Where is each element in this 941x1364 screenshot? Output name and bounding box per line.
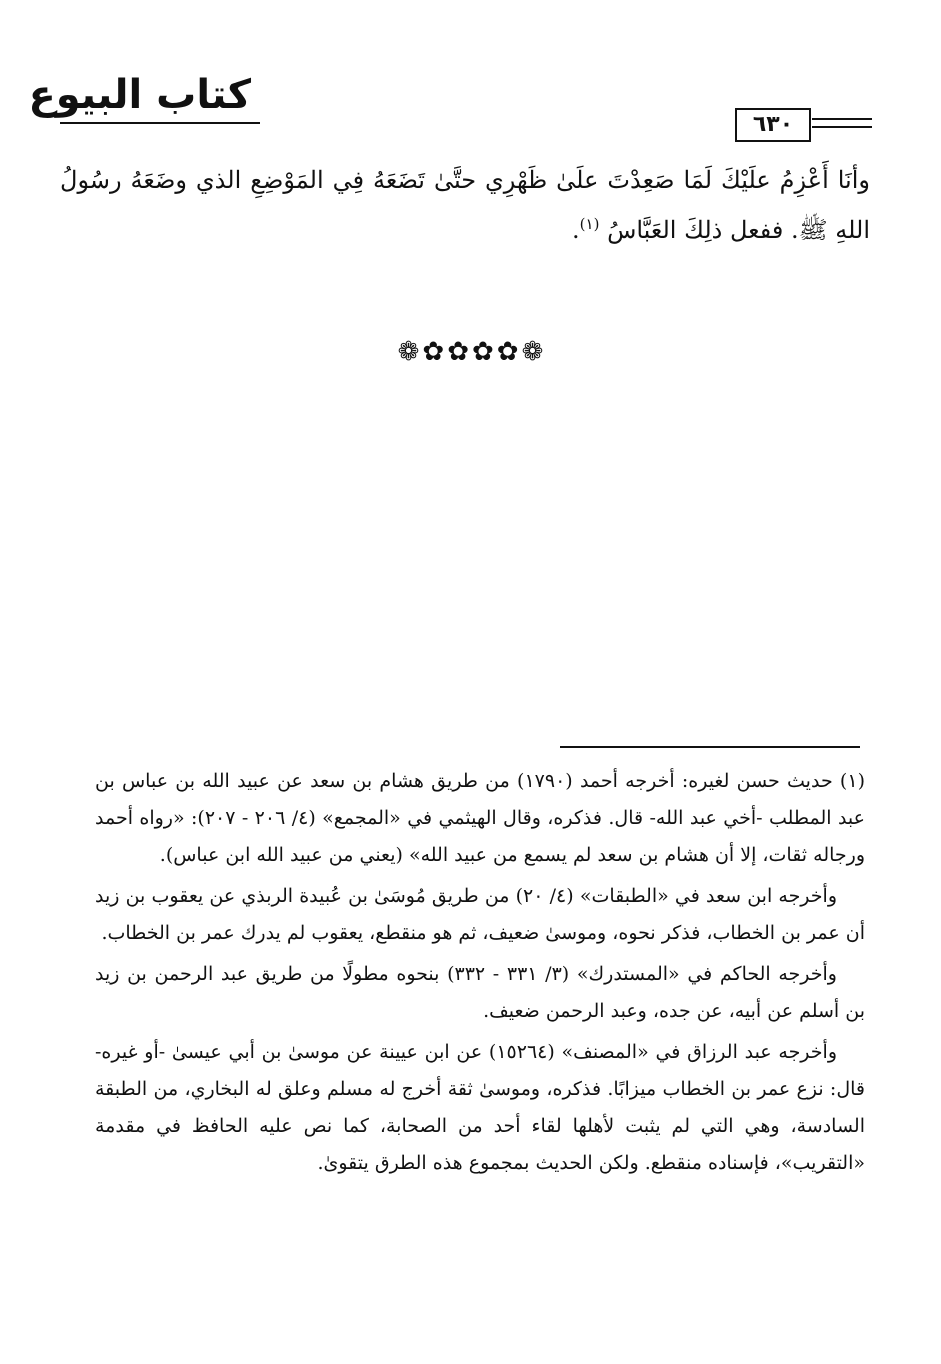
- main-paragraph-end: .: [572, 216, 580, 244]
- running-title: كتاب البيوع: [28, 72, 251, 118]
- section-ornament: [398, 336, 543, 368]
- ornament-rosette-icon: ✿: [472, 337, 494, 367]
- page-number: ٦٣٠: [735, 108, 811, 142]
- footnote-paragraph: وأخرجه الحاكم في «المستدرك» (٣/ ٣٣١ - ٣٣٢) بنحوه مطولًا من طريق عبد الرحمن بن زيد بن أسلم عن أبيه، عن جده، وعبد الرحمن ضعيف.: [95, 963, 865, 1022]
- footnotes: [95, 763, 865, 1186]
- main-text: [60, 155, 870, 255]
- footnote-separator: [560, 746, 860, 748]
- footnote-1: (١) حديث حسن لغيره: أخرجه أحمد (١٧٩٠) من طريق هشام بن سعد عن عبيد الله بن عباس بن عبد المطلب -أخي عبد الله- قال. فذكره، وقال الهيثمي في «المجمع» (٤/ ٢٠٦ - ٢٠٧): «رواه أحمد ورجاله ثقات، إلا أن هشام بن سعد لم يسمع من عبيد الله» (يعني من عبيد الله ابن عباس).: [95, 770, 866, 866]
- footnote-reference: (١): [579, 215, 600, 233]
- header-rule-left: [60, 122, 260, 124]
- ornament-flourish-icon: ❁: [521, 337, 544, 367]
- main-paragraph-text: وأنَا أَعْزِمُ علَيْكَ لَمَا صَعِدْتَ علَىٰ ظَهْرِي حتَّىٰ تَضَعَهُ فِي المَوْضِعِ الذي وضَعَهُ رسُولُ اللهِ ﷺ. ففعل ذلِكَ العَبَّاسُ: [60, 166, 870, 244]
- header-rule-right-top: [812, 118, 872, 120]
- header-rule-right-bottom: [812, 126, 872, 128]
- ornament-rosette-icon: ✿: [422, 337, 445, 367]
- main-paragraph: [60, 155, 870, 255]
- ornament-flourish-icon: ❁: [397, 337, 420, 367]
- ornament-rosette-icon: ✿: [496, 337, 519, 367]
- footnote-paragraph: وأخرجه ابن سعد في «الطبقات» (٤/ ٢٠) من طريق مُوسَىٰ بن عُبيدة الربذي عن يعقوب بن زيد أن عمر بن الخطاب، فذكر نحوه، وموسىٰ ضعيف، ثم هو منقطع، يعقوب لم يدرك عمر بن الخطاب.: [95, 885, 865, 944]
- footnote-paragraph: وأخرجه عبد الرزاق في «المصنف» (١٥٢٦٤) عن ابن عيينة عن موسىٰ بن أبي عيسىٰ -أو غيره- قال: نزع عمر بن الخطاب ميزابًا. فذكره، وموسىٰ ثقة أخرج له مسلم وعلق له البخاري، من الطبقة السادسة، وهي التي لم يثبت لأهلها لقاء أحد من الصحابة، كما نص عليه الحافظ في مقدمة «التقريب»، فإسناده منقطع. ولكن الحديث بمجموع هذه الطرق يتقوىٰ.: [95, 1041, 865, 1174]
- ornament-rosette-icon: ✿: [447, 337, 469, 367]
